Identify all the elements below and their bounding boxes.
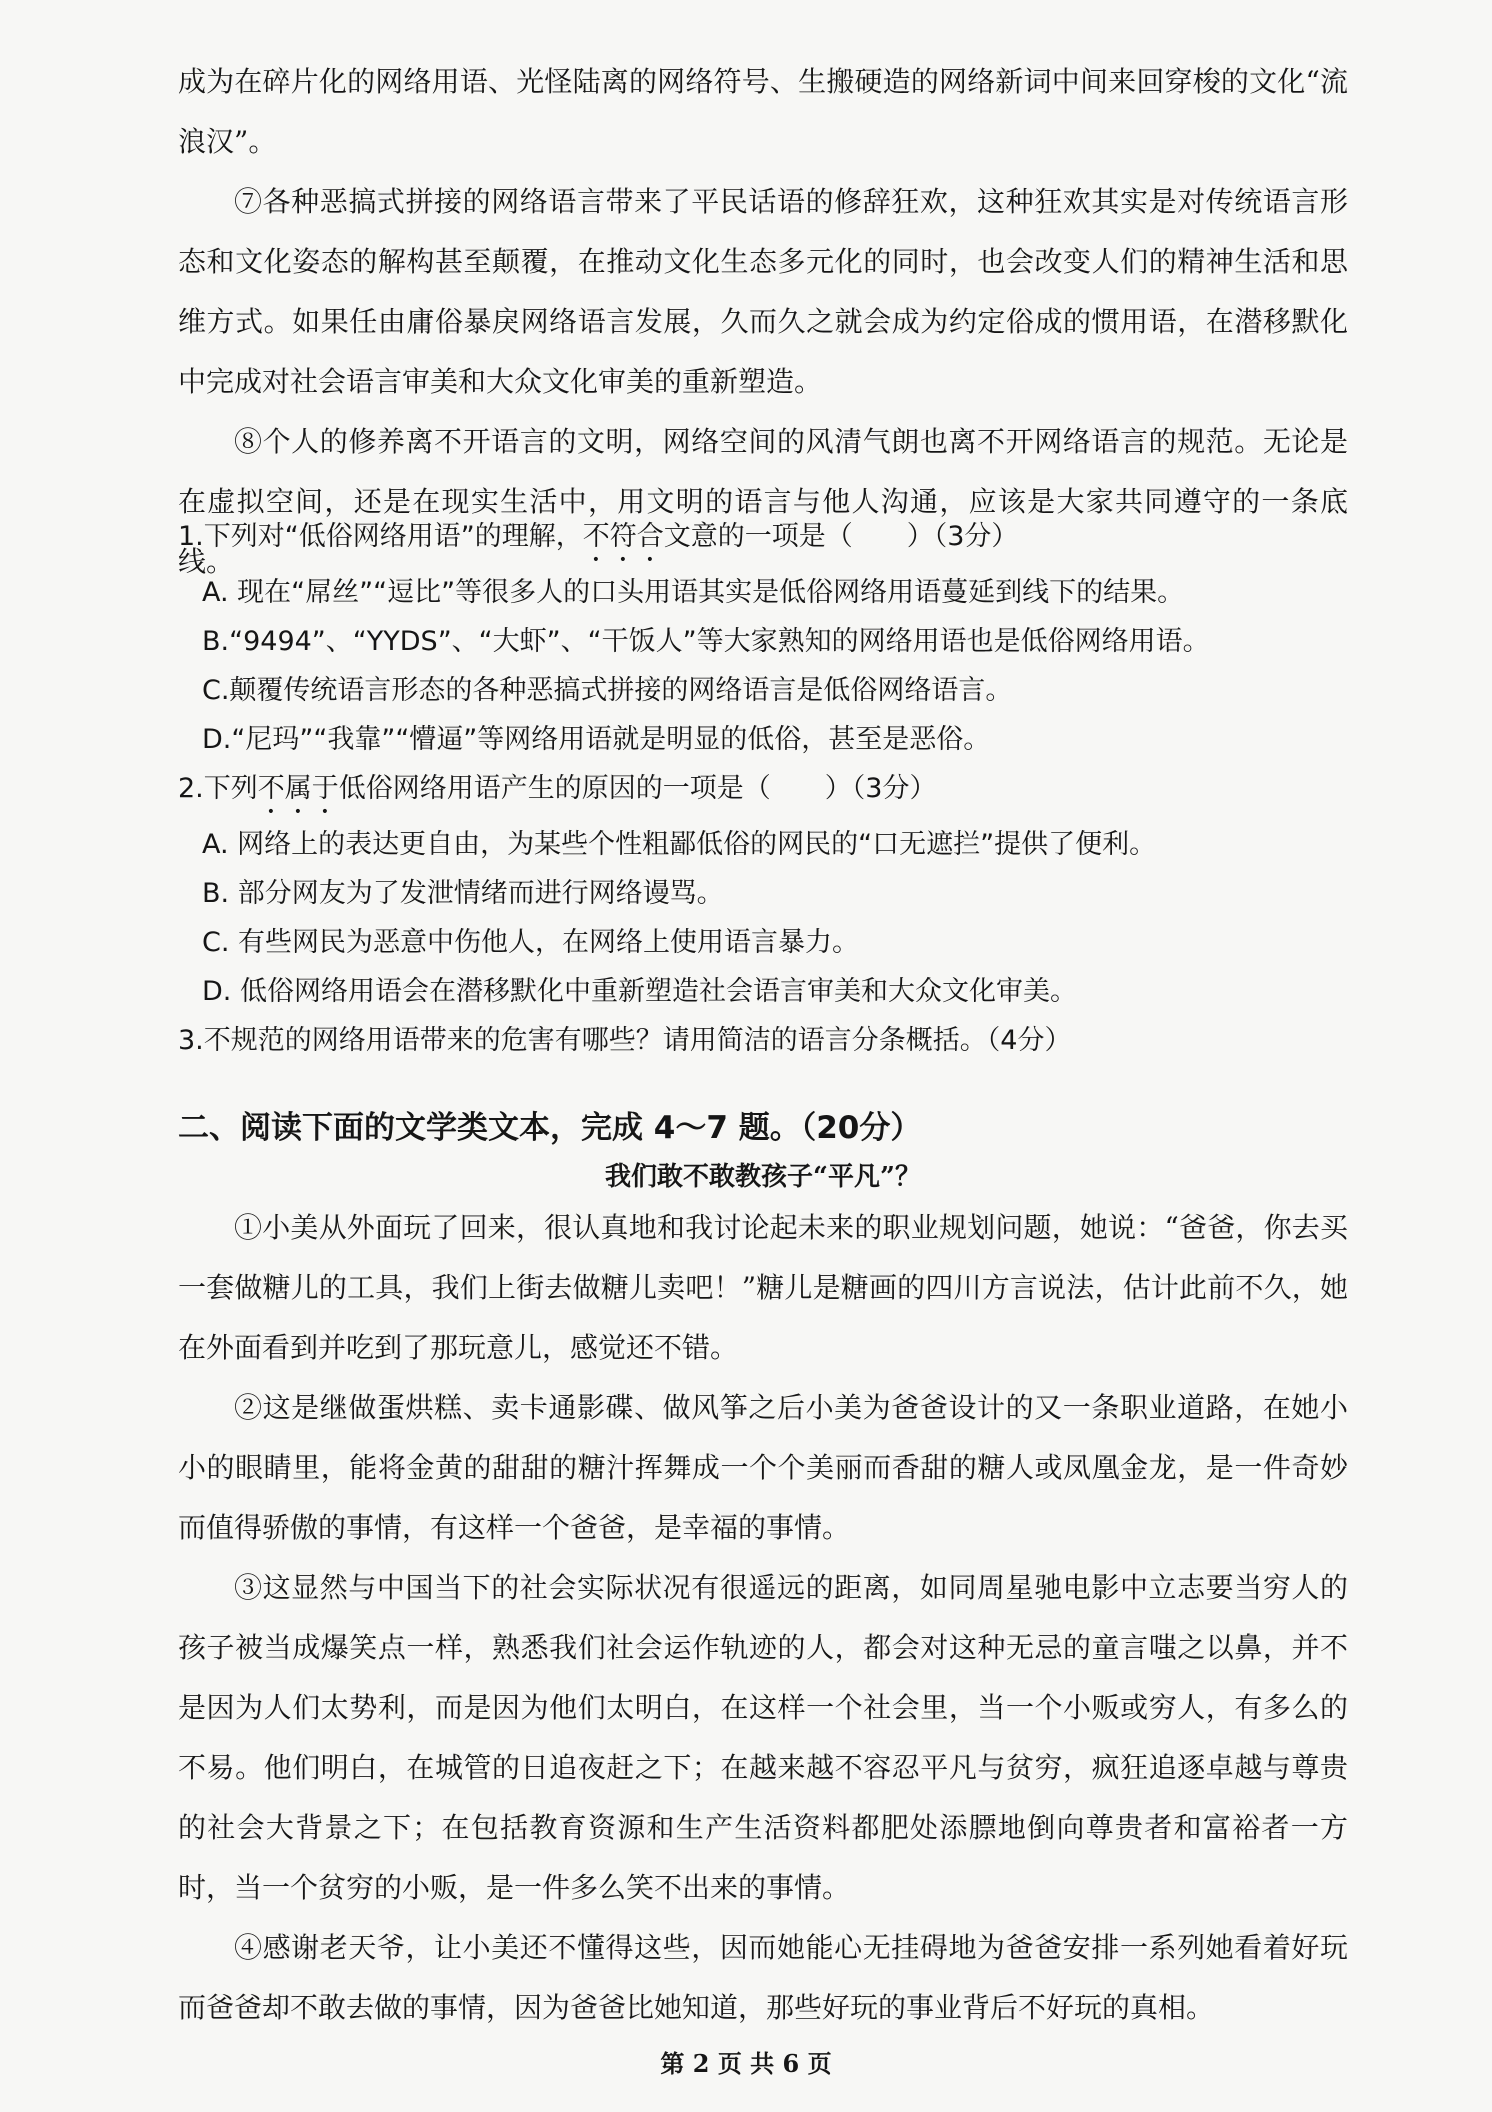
passage-block — [178, 52, 1348, 592]
question-1-stem: 1.下列对“低俗网络用语”的理解，不符合文意的一项是（ ）（3分） — [178, 521, 1019, 552]
paragraph-8: ⑧个人的修养离不开语言的文明，网络空间的风清气朗也离不开网络语言的规范。无论是在虚拟空间，还是在现实生活中，用文明的语言与他人沟通，应该是大家共同遵守的一条底线。 — [178, 425, 1348, 578]
article-paragraph-3: ③这显然与中国当下的社会实际状况有很遥远的距离，如同周星驰电影中立志要当穷人的孩子被当成爆笑点一样，熟悉我们社会运作轨迹的人，都会对这种无忌的童言嗤之以鼻，并不是因为人们太势利，而是因为他们太明白，在这样一个社会里，当一个小贩或穷人，有多么的不易。他们明白，在城管的日追夜赶之下；在越来越不容忍平凡与贫穷，疯狂追逐卓越与尊贵的社会大背景之下；在包括教育资源和生产生活资料都肥处添膘地倒向尊贵者和富裕者一方时，当一个贫穷的小贩，是一件多么笑不出来的事情。 — [178, 1571, 1348, 1904]
question-3-stem: 3.不规范的网络用语带来的危害有哪些？请用简洁的语言分条概括。（4分） — [178, 1025, 1072, 1056]
question-2-option-b: B. 部分网友为了发泄情绪而进行网络谩骂。 — [202, 878, 724, 909]
article-paragraph-1: ①小美从外面玩了回来，很认真地和我讨论起未来的职业规划问题，她说：“爸爸，你去买一套做糖儿的工具，我们上街去做糖儿卖吧！”糖儿是糖画的四川方言说法，估计此前不久，她在外面看到并吃到了那玩意儿，感觉还不错。 — [178, 1211, 1348, 1364]
question-2-stem: 2.下列不属于低俗网络用语产生的原因的一项是（ ）（3分） — [178, 773, 937, 804]
paragraph-7: ⑦各种恶搞式拼接的网络语言带来了平民话语的修辞狂欢，这种狂欢其实是对传统语言形态和文化姿态的解构甚至颠覆，在推动文化生态多元化的同时，也会改变人们的精神生活和思维方式。如果任由庸俗暴戾网络语言发展，久而久之就会成为约定俗成的惯用语，在潜移默化中完成对社会语言审美和大众文化审美的重新塑造。 — [178, 185, 1348, 398]
questions-block — [178, 512, 1348, 1065]
question-2-option-d: D. 低俗网络用语会在潜移默化中重新塑造社会语言审美和大众文化审美。 — [202, 976, 1077, 1007]
question-2-option-a: A. 网络上的表达更自由，为某些个性粗鄙低俗的网民的“口无遮拦”提供了便利。 — [202, 829, 1157, 860]
paragraph-continued: 成为在碎片化的网络用语、光怪陆离的网络符号、生搬硬造的网络新词中间来回穿梭的文化“流浪汉”。 — [178, 65, 1348, 158]
article-paragraph-4: ④感谢老天爷，让小美还不懂得这些，因而她能心无挂碍地为爸爸安排一系列她看着好玩而爸爸却不敢去做的事情，因为爸爸比她知道，那些好玩的事业背后不好玩的真相。 — [178, 1931, 1348, 2024]
article-title: 我们敢不敢教孩子“平凡”？ — [605, 1162, 921, 1192]
question-2-emphasis: 不属于 — [257, 773, 339, 804]
question-1-option-b: B.“9494”、“YYDS”、“大虾”、“干饭人”等大家熟知的网络用语也是低俗网络用语。 — [202, 626, 1210, 657]
question-1-option-d: D.“尼玛”“我靠”“懵逼”等网络用语就是明显的低俗，甚至是恶俗。 — [202, 724, 991, 755]
section-2-block — [178, 1100, 1348, 2038]
question-1-option-c: C.颠覆传统语言形态的各种恶搞式拼接的网络语言是低俗网络语言。 — [202, 675, 1013, 706]
question-2-option-c: C. 有些网民为恶意中伤他人，在网络上使用语言暴力。 — [202, 927, 860, 958]
page-number: 第 2 页 共 6 页 — [660, 2049, 832, 2078]
article-paragraph-2: ②这是继做蛋烘糕、卖卡通影碟、做风筝之后小美为爸爸设计的又一条职业道路，在她小小的眼睛里，能将金黄的甜甜的糖汁挥舞成一个个美丽而香甜的糖人或凤凰金龙，是一件奇妙而值得骄傲的事情，有这样一个爸爸，是幸福的事情。 — [178, 1391, 1348, 1544]
question-1-option-a: A. 现在“屌丝”“逗比”等很多人的口头用语其实是低俗网络用语蔓延到线下的结果。 — [202, 577, 1185, 608]
question-1-emphasis: 不符合 — [582, 521, 664, 552]
section-2-heading: 二、阅读下面的文学类文本，完成 4～7 题。（20分） — [178, 1110, 922, 1146]
